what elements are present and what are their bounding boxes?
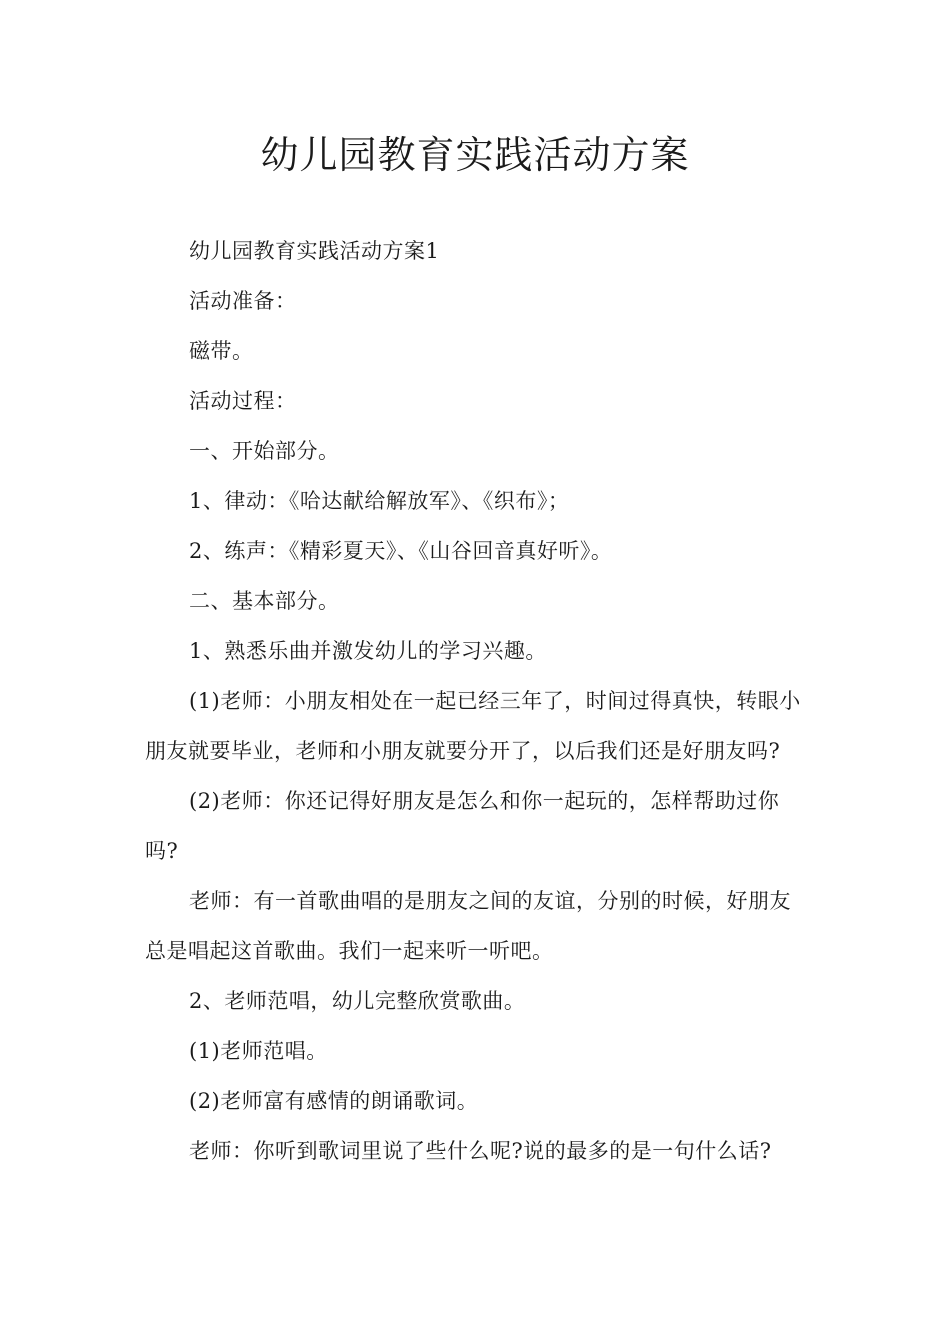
paragraph: 2、老师范唱，幼儿完整欣赏歌曲。 — [189, 989, 526, 1013]
paragraph: (1)老师：小朋友相处在一起已经三年了，时间过得真快，转眼小朋友就要毕业，老师和小朋友就要分开了，以后我们还是好朋友吗? — [145, 689, 801, 763]
paragraph: (2)老师富有感情的朗诵歌词。 — [189, 1089, 479, 1113]
paragraph: 幼儿园教育实践活动方案1 — [189, 239, 440, 263]
paragraph: 1、律动：《哈达献给解放军》、《织布》； — [189, 489, 570, 513]
paragraph: 活动过程： — [189, 389, 297, 413]
paragraph: 老师：有一首歌曲唱的是朋友之间的友谊，分别的时候，好朋友总是唱起这首歌曲。我们一起来听一听吧。 — [145, 889, 791, 963]
paragraph: 磁带。 — [189, 339, 254, 363]
paragraph: (2)老师：你还记得好朋友是怎么和你一起玩的，怎样帮助过你吗? — [145, 789, 780, 863]
paragraph: 2、练声：《精彩夏天》、《山谷回音真好听》。 — [189, 539, 613, 563]
document-body — [145, 226, 807, 1176]
paragraph: (1)老师范唱。 — [189, 1039, 328, 1063]
paragraph: 1、熟悉乐曲并激发幼儿的学习兴趣。 — [189, 639, 547, 663]
paragraph: 老师：你听到歌词里说了些什么呢?说的最多的是一句什么话? — [189, 1139, 772, 1163]
paragraph: 活动准备： — [189, 289, 297, 313]
document-title: 幼儿园教育实践活动方案 — [260, 133, 690, 177]
paragraph: 一、开始部分。 — [189, 439, 340, 463]
paragraph: 二、基本部分。 — [189, 589, 340, 613]
